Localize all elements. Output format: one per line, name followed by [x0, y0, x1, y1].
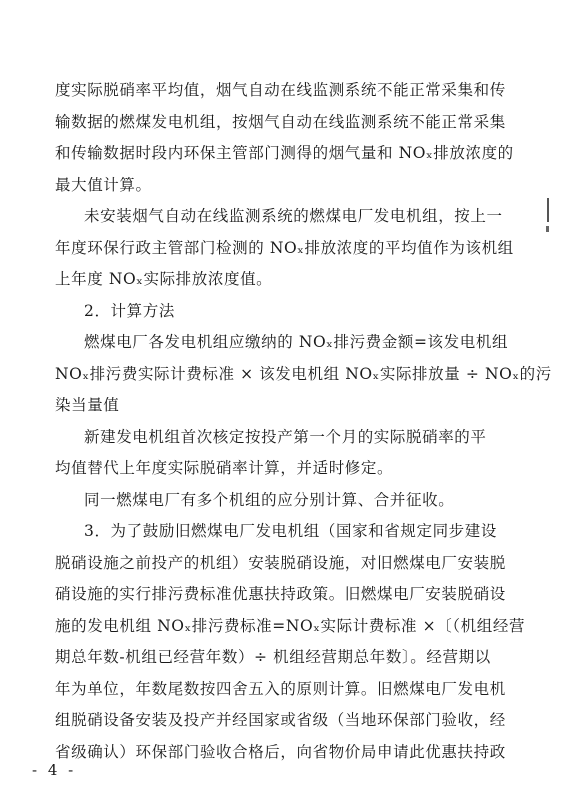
text-line: 度实际脱硝率平均值，烟气自动在线监测系统不能正常采集和传: [55, 81, 506, 99]
text-line: 施的发电机组 NOₓ排污费标准=NOₓ实际计费标准 ×〔（机组经营: [55, 617, 526, 635]
text-line: 脱硝设施之前投产的机组）安装脱硝设施，对旧燃煤电厂安装脱: [55, 554, 506, 572]
text-line: 硝设施的实行排污费标准优惠扶持政策。旧燃煤电厂安装脱硝设: [55, 585, 506, 603]
text-line: 期总年数-机组已经营年数）÷ 机组经营期总年数〕。经营期以: [55, 648, 491, 666]
text-line: 未安装烟气自动在线监测系统的燃煤电厂发电机组，按上一: [84, 207, 503, 225]
text-line: 同一燃煤电厂有多个机组的应分别计算、合并征收。: [84, 491, 455, 509]
text-line: 染当量值: [55, 396, 120, 414]
text-line: 最大值计算。: [55, 176, 152, 194]
scan-margin-mark: [546, 226, 549, 232]
scan-margin-mark: [547, 198, 549, 222]
page-number: - 4 -: [32, 761, 77, 779]
text-line: 输数据的燃煤发电机组，按烟气自动在线监测系统不能正常采集: [55, 113, 506, 131]
text-line: 均值替代上年度实际脱硝率计算，并适时修定。: [55, 459, 394, 477]
text-line: 组脱硝设备安装及投产并经国家或省级（当地环保部门验收，经: [55, 711, 506, 729]
text-line: 省级确认）环保部门验收合格后，向省物价局申请此优惠扶持政: [55, 743, 506, 761]
section-heading: 2．计算方法: [84, 302, 175, 320]
text-line: NOₓ排污费实际计费标准 × 该发电机组 NOₓ实际排放量 ÷ NOₓ的污: [55, 365, 552, 383]
text-line: 燃煤电厂各发电机组应缴纳的 NOₓ排污费金额=该发电机组: [84, 333, 509, 351]
text-line: 新建发电机组首次核定按投产第一个月的实际脱硝率的平: [84, 428, 487, 446]
text-line: 3．为了鼓励旧燃煤电厂发电机组（国家和省规定同步建设: [84, 522, 497, 540]
text-line: 年度环保行政主管部门检测的 NOₓ排放浓度的平均值作为该机组: [55, 239, 514, 257]
text-line: 年为单位，年数尾数按四舍五入的原则计算。旧燃煤电厂发电机: [55, 680, 506, 698]
text-line: 上年度 NOₓ实际排放浓度值。: [55, 270, 273, 288]
text-line: 和传输数据时段内环保主管部门测得的烟气量和 NOₓ排放浓度的: [55, 144, 514, 162]
